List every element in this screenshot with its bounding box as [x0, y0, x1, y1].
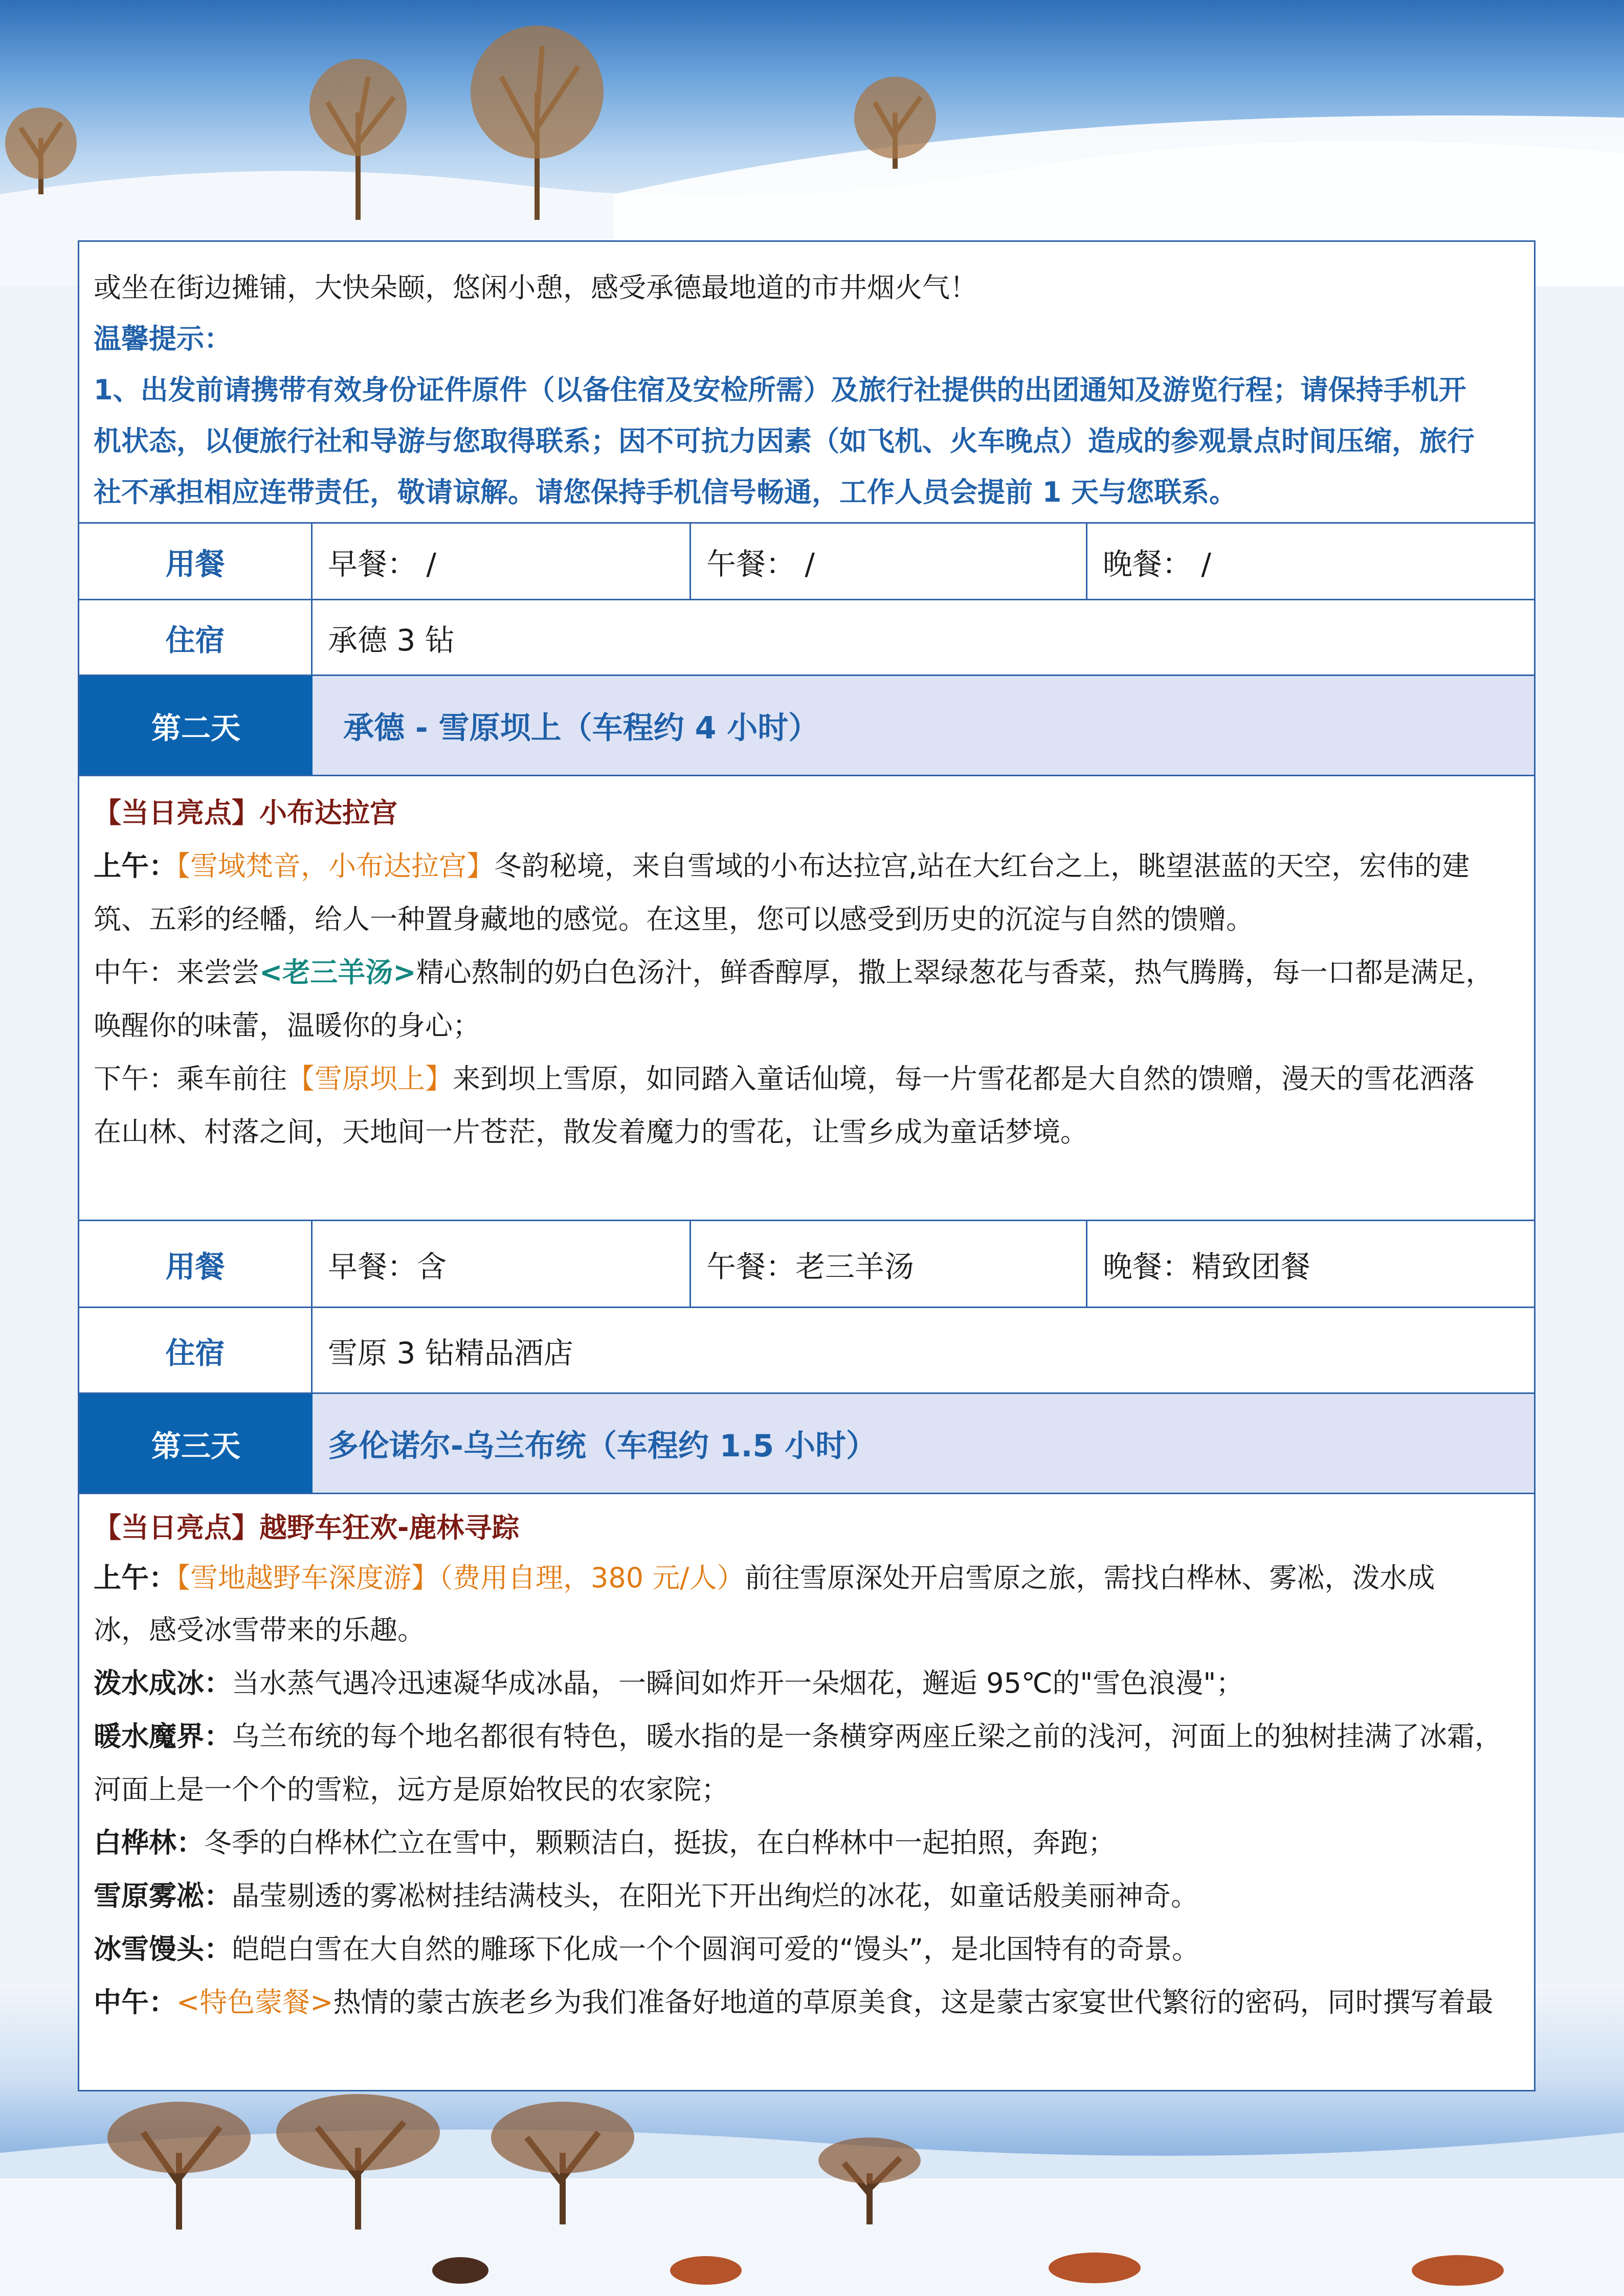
day3-spot-1	[94, 1657, 1520, 1710]
day3-details	[79, 1493, 1534, 2029]
day2-afternoon-cont: 在山林、村落之间，天地间一片苍茫，散发着魔力的雪花，让雪乡成为童话梦境。	[94, 1116, 1088, 1148]
noon-label: 中午：来尝尝	[94, 956, 259, 988]
intro-text: 或坐在街边摊铺，大快朵颐，悠闲小憩，感受承德最地道的市井烟火气！	[94, 272, 977, 304]
spot-text: 当水蒸气遇冷迅速凝华成冰晶，一瞬间如炸开一朵烟花，邂逅 95℃的"雪色浪漫"；	[232, 1667, 1244, 1699]
spot-label: 泼水成冰：	[94, 1667, 232, 1699]
noon-text: 精心熬制的奶白色汤汁，鲜香醇厚，撒上翠绿葱花与香菜，热气腾腾，每一口都是满足，	[416, 956, 1494, 988]
noon-label: 中午：	[94, 1986, 176, 2018]
intro-section	[79, 242, 1534, 518]
breakfast-cell: 早餐： /	[313, 524, 691, 599]
spot-label: 暖水魔界：	[94, 1720, 232, 1752]
hotel-label: 住宿	[79, 1308, 313, 1392]
day3-label: 第三天	[79, 1394, 313, 1493]
morning-text: 冬韵秘境，来自雪域的小布达拉宫,站在大红台之上，眺望湛蓝的天空，宏伟的建	[494, 850, 1470, 882]
dinner-cell: 晚餐： /	[1103, 546, 1211, 581]
day2-title: 承德 - 雪原坝上（车程约 4 小时）	[313, 676, 1534, 775]
lunch-cell: 午餐：老三羊汤	[691, 1221, 1087, 1307]
day2-hotel-row	[79, 1307, 1534, 1392]
hotel-cell: 雪原 3 钻精品酒店	[328, 1335, 573, 1370]
day3-morning	[94, 1552, 1520, 1604]
spot-label: 雪原雾凇：	[94, 1880, 232, 1912]
day2-header-row	[79, 674, 1534, 775]
day2-noon	[94, 946, 1520, 999]
afternoon-text: 来到坝上雪原，如同踏入童话仙境，每一片雪花都是大自然的馈赠，漫天的雪花洒落	[453, 1063, 1475, 1095]
spot-label: 白桦林：	[94, 1827, 204, 1859]
day1-meal-row	[79, 522, 1534, 599]
noon-text: 热情的蒙古族老乡为我们准备好地道的草原美食，这是蒙古家宴世代繁衍的密码，同时撰写着最	[333, 1986, 1494, 2018]
noon-dish: <老三羊汤>	[259, 956, 416, 988]
lunch-cell: 午餐： /	[691, 524, 1087, 599]
hotel-label: 住宿	[79, 600, 313, 674]
day3-noon	[94, 1976, 1520, 2029]
day3-spot-2-cont: 河面上是一个个的雪粒，远方是原始牧民的农家院；	[94, 1773, 729, 1806]
day3-morning-cont: 冰，感受冰雪带来的乐趣。	[94, 1614, 425, 1646]
day3-spot-2	[94, 1710, 1520, 1763]
day2-afternoon	[94, 1052, 1520, 1106]
spot-text: 冬季的白桦林伫立在雪中，颗颗洁白，挺拔，在白桦林中一起拍照，奔跑；	[204, 1827, 1116, 1859]
breakfast-cell: 早餐：含	[313, 1221, 691, 1307]
day3-highlight: 【当日亮点】越野车狂欢-鹿林寻踪	[94, 1512, 520, 1544]
morning-spot: 【雪地越野车深度游】（费用自理，380 元/人）	[176, 1562, 745, 1594]
day1-hotel-row	[79, 599, 1534, 674]
noon-spot: <特色蒙餐>	[176, 1986, 333, 2018]
meal-label: 用餐	[79, 524, 313, 599]
day2-details	[79, 775, 1534, 1220]
day2-morning	[94, 840, 1520, 893]
spot-label: 冰雪馒头：	[94, 1933, 232, 1965]
morning-spot: 【雪域梵音，小布达拉宫】	[176, 850, 494, 882]
day2-highlight: 【当日亮点】小布达拉宫	[94, 797, 397, 829]
morning-label: 上午：	[94, 850, 176, 882]
day2-morning-cont: 筑、五彩的经幡，给人一种置身藏地的感觉。在这里，您可以感受到历史的沉淀与自然的馈赠。	[94, 903, 1254, 935]
spot-text: 晶莹剔透的雾凇树挂结满枝头，在阳光下开出绚烂的冰花，如童话般美丽神奇。	[232, 1880, 1198, 1912]
day3-spot-4	[94, 1870, 1520, 1923]
spot-text: 乌兰布统的每个地名都很有特色，暖水指的是一条横穿两座丘梁之前的浅河，河面上的独树挂满了冰霜，	[232, 1720, 1502, 1752]
tips-title: 温馨提示：	[94, 323, 232, 355]
day2-meal-row	[79, 1220, 1534, 1307]
meal-label: 用餐	[79, 1221, 313, 1307]
day2-label: 第二天	[79, 676, 313, 775]
tips-line-2: 机状态，以便旅行社和导游与您取得联系；因不可抗力因素（如飞机、火车晚点）造成的参观景点时间压缩，旅行	[94, 425, 1475, 457]
spot-text: 皑皑白雪在大自然的雕琢下化成一个个圆润可爱的“馒头”，是北国特有的奇景。	[232, 1933, 1199, 1965]
day3-spot-5	[94, 1923, 1520, 1976]
morning-text: 前往雪原深处开启雪原之旅，需找白桦林、雾凇，泼水成	[744, 1562, 1435, 1594]
day3-spot-3	[94, 1816, 1520, 1870]
afternoon-label: 下午：乘车前往	[94, 1063, 287, 1095]
hotel-cell: 承德 3 钻	[328, 622, 455, 658]
afternoon-spot: 【雪原坝上】	[287, 1063, 453, 1095]
day3-header-row	[79, 1392, 1534, 1493]
morning-label: 上午：	[94, 1562, 176, 1594]
day2-noon-cont: 唤醒你的味蕾，温暖你的身心；	[94, 1009, 480, 1042]
itinerary-card	[78, 240, 1536, 2091]
tips-line-1: 1、出发前请携带有效身份证件原件（以备住宿及安检所需）及旅行社提供的出团通知及游览行程；请保持手机开	[94, 374, 1466, 406]
dinner-cell: 晚餐：精致团餐	[1103, 1249, 1311, 1284]
day3-title: 多伦诺尔-乌兰布统（车程约 1.5 小时）	[313, 1394, 1534, 1493]
tips-line-3: 社不承担相应连带责任，敬请谅解。请您保持手机信号畅通，工作人员会提前 1 天与您联系。	[94, 476, 1237, 508]
